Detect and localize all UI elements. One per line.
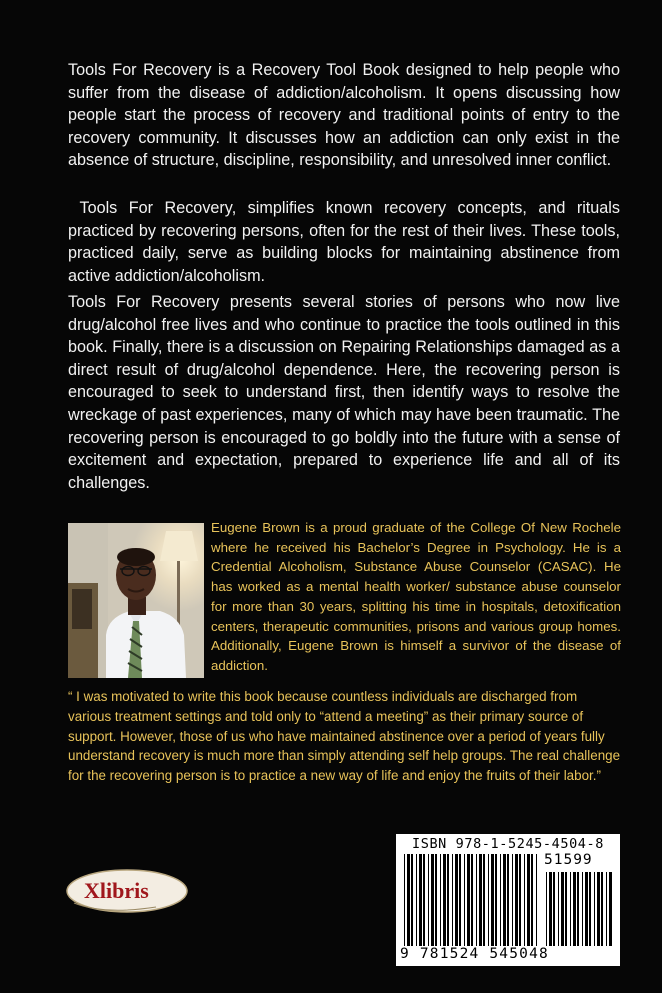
author-portrait-illustration xyxy=(68,523,204,678)
publisher-logo-text: Xlibris xyxy=(84,878,149,903)
isbn-label: ISBN 978-1-5245-4504-8 xyxy=(411,836,604,852)
price-code: 51599 xyxy=(544,852,593,868)
blurb-paragraph-1: Tools For Recovery is a Recovery Tool Book designed to help people who suffer from the disease of addiction/alcoholism. It opens discussing how people start the process of recovery and traditional points of entry to the recovery community. It discusses how an addiction can only exist in the absence of structure, discipline, responsibility, and unresolved inner conflict. xyxy=(68,61,620,170)
author-bio: Eugene Brown is a proud graduate of the College Of New Rochele where he received his Bachelor’s Degree in Psychology. He is a Credential Alcoholism, Substance Abuse Counselor (CASAC). He has worked as a mental health worker/ substance abuse counselor for more than 30 years, splitting his time in hospitals, detoxification centers, therapeutic communities, prisons and various group homes. Additionally, Eugene Brown is himself a survivor of the disease of addiction. xyxy=(211,520,621,673)
author-photo xyxy=(68,523,204,678)
isbn-barcode xyxy=(396,834,620,966)
ean-number: 9 781524 545048 xyxy=(400,946,549,962)
blurb-paragraph-3: Tools For Recovery presents several stories of persons who now live drug/alcohol free lives and who continue to practice the tools outlined in this book. Finally, there is a discussion on Repairing Relationships damaged as a direct result of drug/alcohol dependence. Here, the recovering person is encouraged to seek to understand first, then identify ways to resolve the wreckage of past experiences, many of which may have been traumatic. The recovering person is encouraged to go boldly into the future with a sense of excitement and expectation, prepared to experience life and all of its challenges. xyxy=(68,293,620,492)
xlibris-logo-icon xyxy=(64,867,190,915)
publisher-logo xyxy=(64,867,190,915)
blurb-paragraph-2: Tools For Recovery, simplifies known recovery concepts, and rituals practiced by recovering persons, often for the rest of their lives. These tools, practiced daily, serve as building blocks for maintaining abstinence from active addiction/alcoholism. xyxy=(68,199,620,285)
author-quote: “ I was motivated to write this book because countless individuals are discharged from various treatment settings and told only to “attend a meeting” as their primary source of support. However, those of us who have maintained abstinence over a period of years fully understand recovery is much more than simply attending self help groups. The real challenge for the recovering person is to practice a new way of life and enjoy the fruits of their labor.” xyxy=(68,689,621,784)
